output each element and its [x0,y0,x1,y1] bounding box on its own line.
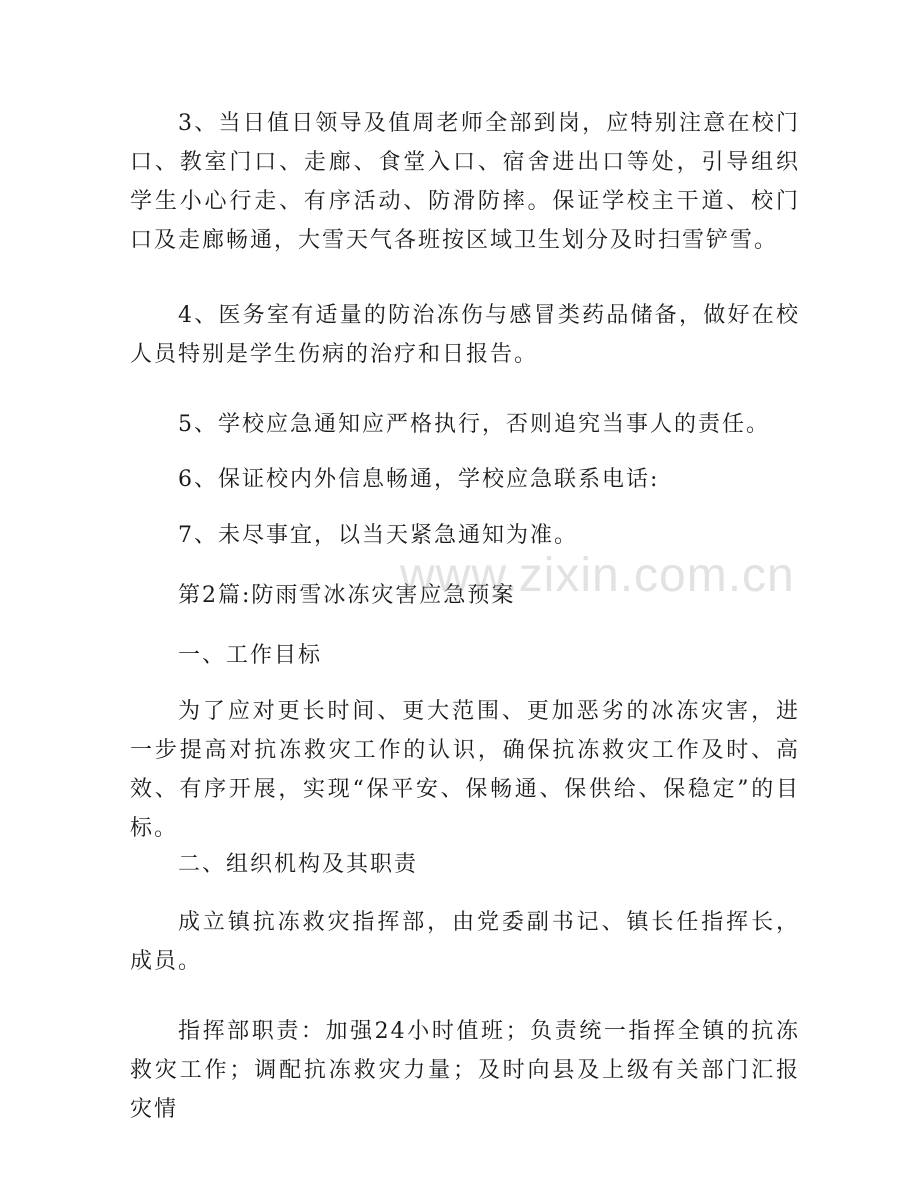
paragraph-command-duties: 指挥部职责：加强24小时值班；负责统一指挥全镇的抗冻救灾工作；调配抗冻救灾力量；及时向县及上级有关部门汇报灾情 [130,1019,800,1122]
paragraph-item-4: 4、医务室有适量的防治冻伤与感冒类药品储备，做好在校人员特别是学生伤病的治疗和日报告。 [130,303,800,367]
paragraph-item-3: 3、当日值日领导及值周老师全部到岗，应特别注意在校门口、教室门口、走廊、食堂入口、宿舍进出口等处，引导组织学生小心行走、有序活动、防滑防摔。保证学校主干道、校门口及走廊畅通，大雪天气各班按区域卫生划分及时扫雪铲雪。 [130,111,800,253]
paragraph-goals: 为了应对更长时间、更大范围、更加恶劣的冰冻灾害，进一步提高对抗冻救灾工作的认识，确保抗冻救灾工作及时、高效、有序开展，实现“保平安、保畅通、保供给、保稳定”的目标。 [130,699,800,841]
section-title: 第2篇:防雨雪冰冻灾害应急预案 [178,583,516,608]
paragraph-command-setup: 成立镇抗冻救灾指挥部，由党委副书记、镇长任指挥长，成员。 [130,910,800,974]
paragraph-item-5: 5、学校应急通知应严格执行，否则追究当事人的责任。 [178,412,770,437]
watermark: www.zixin.com.cn [400,549,795,602]
heading-work-goals: 一、工作目标 [178,643,323,668]
paragraph-item-7: 7、未尽事宜，以当天紧急通知为准。 [178,523,578,548]
heading-organization: 二、组织机构及其职责 [178,852,419,877]
paragraph-item-6: 6、保证校内外信息畅通，学校应急联系电话: [178,467,660,492]
